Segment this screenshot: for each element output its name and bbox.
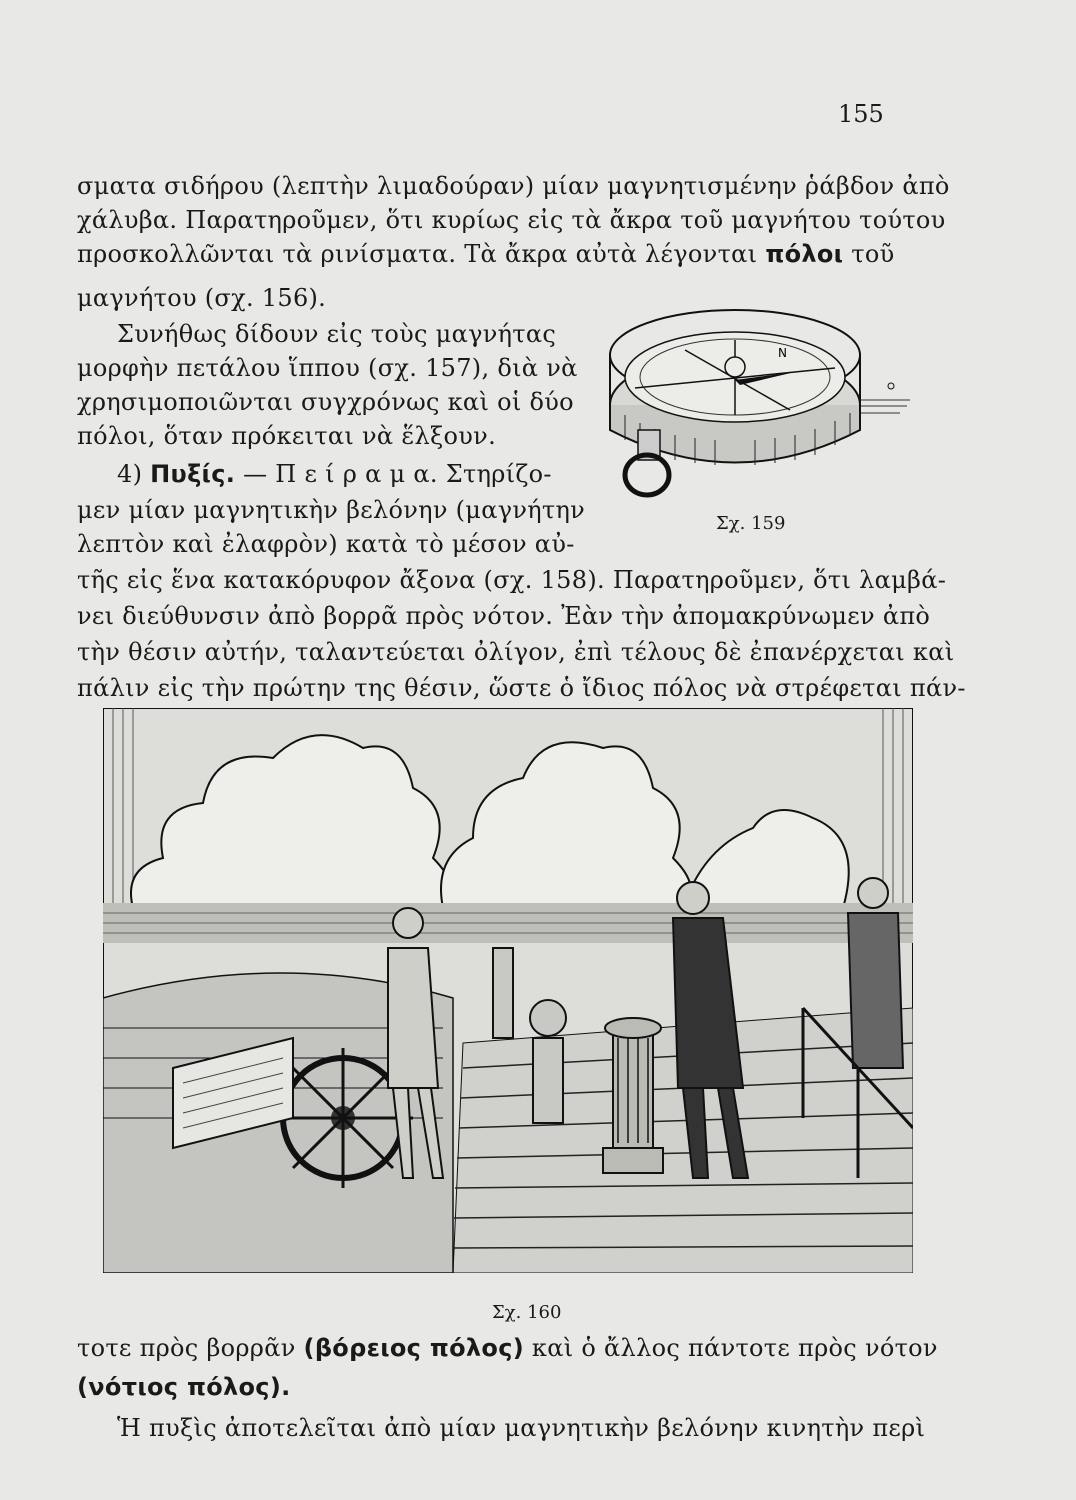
page-number: 155	[838, 100, 884, 128]
text-span: — Π ε ί ρ α μ α. Στηρίζο-	[235, 460, 552, 488]
text-line: μορφὴν πετάλου ἵππου (σχ. 157), διὰ νὰ	[77, 354, 578, 382]
text-line: χρησιμοποιῶνται συγχρόνως καὶ οἱ δύο	[77, 388, 574, 416]
text-line	[117, 460, 552, 488]
text-line: νει διεύθυνσιν ἀπὸ βορρᾶ πρὸς νότον. Ἐὰν τὴν ἀπομακρύνωμεν ἀπὸ	[77, 602, 931, 630]
bold-term: (βόρειος πόλος)	[303, 1334, 524, 1362]
text-line: πάλιν εἰς τὴν πρώτην της θέσιν, ὥστε ὁ ἴδιος πόλος νὰ στρέφεται πάν-	[77, 674, 966, 702]
text-line: Ἡ πυξὶς ἀποτελεῖται ἀπὸ μίαν μαγνητικὴν βελόνην κινητὴν περὶ	[117, 1414, 926, 1442]
text-span: τοτε πρὸς βορρᾶν	[77, 1334, 304, 1362]
text-span: τοῦ	[843, 240, 895, 268]
item-number: 4)	[117, 460, 143, 488]
text-line	[77, 240, 894, 268]
text-span: καὶ ὁ ἄλλος πάντοτε πρὸς νότον	[524, 1334, 938, 1362]
text-line: μεν μίαν μαγνητικὴν βελόνην (μαγνήτην	[77, 496, 586, 524]
text-line: μαγνήτου (σχ. 156).	[77, 284, 327, 312]
text-span: προσκολλῶνται τὰ ρινίσματα. Τὰ ἄκρα αὐτὰ λέγονται	[77, 240, 758, 268]
compass-illustration	[595, 285, 915, 510]
text-line: χάλυβα. Παρατηροῦμεν, ὅτι κυρίως εἰς τὰ ἄκρα τοῦ μαγνήτου τούτου	[77, 206, 946, 234]
bold-term: πόλοι	[765, 240, 844, 268]
text-line: τῆς εἰς ἕνα κατακόρυφον ἄξονα (σχ. 158). Παρατηροῦμεν, ὅτι λαμβά-	[77, 566, 947, 594]
text-line	[77, 1373, 291, 1401]
text-line: Συνήθως δίδουν εἰς τοὺς μαγνήτας	[117, 320, 557, 348]
figure-caption-159: Σχ. 159	[716, 513, 786, 534]
figure-caption-160: Σχ. 160	[492, 1302, 562, 1323]
text-line: τὴν θέσιν αὐτήν, ταλαντεύεται ὀλίγον, ἐπὶ τέλους δὲ ἐπανέρχεται καὶ	[77, 638, 955, 666]
text-line: σματα σιδήρου (λεπτὴν λιμαδούραν) μίαν μαγνητισμένην ῥάβδον ἀπὸ	[77, 172, 950, 200]
text-line: πόλοι, ὅταν πρόκειται νὰ ἕλξουν.	[77, 422, 496, 450]
compass-n-label: N	[778, 346, 787, 360]
text-line: λεπτὸν καὶ ἐλαφρὸν) κατὰ τὸ μέσον αὐ-	[77, 530, 575, 558]
bold-term: Πυξίς.	[150, 460, 236, 488]
text-line	[77, 1334, 938, 1362]
ship-deck-illustration	[103, 708, 913, 1273]
bold-term: (νότιος πόλος).	[77, 1373, 291, 1401]
